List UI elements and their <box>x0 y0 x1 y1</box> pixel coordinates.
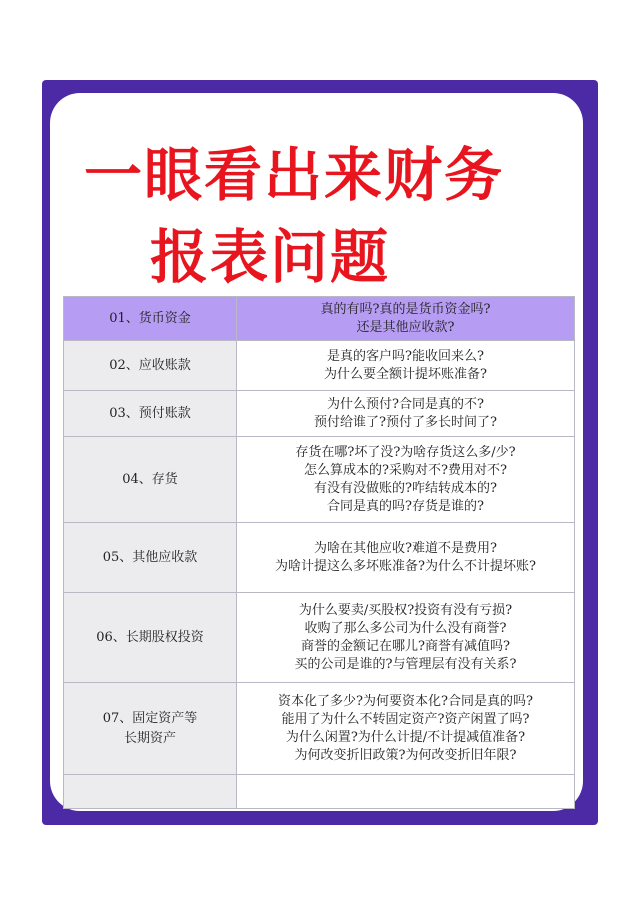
question-cell <box>237 593 575 683</box>
question-line: 能用了为什么不转固定资产?资产闲置了吗? <box>281 711 530 727</box>
question-line: 收购了那么多公司为什么没有商誉? <box>304 620 507 636</box>
question-line: 商誉的金额记在哪儿?商誉有减值吗? <box>301 638 510 654</box>
table-row <box>64 437 575 523</box>
item-label: 05、其他应收款 <box>102 549 198 565</box>
question-line: 怎么算成本的?采购对不?费用对不? <box>304 462 507 478</box>
item-label: 07、固定资产等 <box>102 710 198 726</box>
question-line: 为啥在其他应收?难道不是费用? <box>314 540 497 556</box>
question-cell <box>237 437 575 523</box>
question-cell <box>237 523 575 593</box>
item-cell <box>64 391 237 437</box>
question-line: 为何改变折旧政策?为何改变折旧年限? <box>294 747 517 763</box>
item-cell <box>64 593 237 683</box>
question-line: 买的公司是谁的?与管理层有没有关系? <box>294 656 517 672</box>
table-row <box>64 523 575 593</box>
table-row <box>64 297 575 341</box>
question-cell-empty <box>237 775 575 809</box>
item-cell <box>64 683 237 775</box>
question-cell <box>237 341 575 391</box>
question-cell <box>237 683 575 775</box>
item-label: 06、长期股权投资 <box>96 629 204 645</box>
question-line: 为啥计提这么多坏账准备?为什么不计提坏账? <box>275 558 536 574</box>
question-line: 为什么要卖/买股权?投资有没有亏损? <box>298 602 513 618</box>
page-title-line-2: 报表问题 <box>150 223 391 291</box>
table-row <box>64 593 575 683</box>
question-line: 是真的客户吗?能收回来么? <box>327 348 484 364</box>
item-label: 04、存货 <box>122 471 178 487</box>
item-cell <box>64 297 237 341</box>
item-cell <box>64 341 237 391</box>
item-cell <box>64 437 237 523</box>
question-line: 资本化了多少?为何要资本化?合同是真的吗? <box>278 693 533 709</box>
question-line: 为什么要全额计提坏账准备? <box>324 366 487 382</box>
question-line: 预付给谁了?预付了多长时间了? <box>314 414 497 430</box>
table-row <box>64 391 575 437</box>
item-label: 01、货币资金 <box>109 310 191 326</box>
question-line: 有没有没做账的?咋结转成本的? <box>314 480 497 496</box>
item-cell <box>64 523 237 593</box>
question-line: 真的有吗?真的是货币资金吗? <box>320 301 491 317</box>
question-line: 合同是真的吗?存货是谁的? <box>327 498 484 514</box>
table-row-empty <box>64 775 575 809</box>
table-row <box>64 683 575 775</box>
question-line: 为什么预付?合同是真的不? <box>327 396 484 412</box>
question-line: 为什么闲置?为什么计提/不计提减值准备? <box>285 729 526 745</box>
financial-statement-issues-table <box>63 296 575 809</box>
page-title-line-1: 一眼看出来财务 <box>84 141 505 209</box>
question-line: 还是其他应收款? <box>356 319 455 335</box>
question-line: 存货在哪?坏了没?为啥存货这么多/少? <box>295 444 516 460</box>
item-label: 长期资产 <box>123 730 176 746</box>
question-cell <box>237 297 575 341</box>
item-cell-empty <box>64 775 237 809</box>
table-row <box>64 341 575 391</box>
item-label: 02、应收账款 <box>109 357 191 373</box>
item-label: 03、预付账款 <box>109 405 191 421</box>
question-cell <box>237 391 575 437</box>
